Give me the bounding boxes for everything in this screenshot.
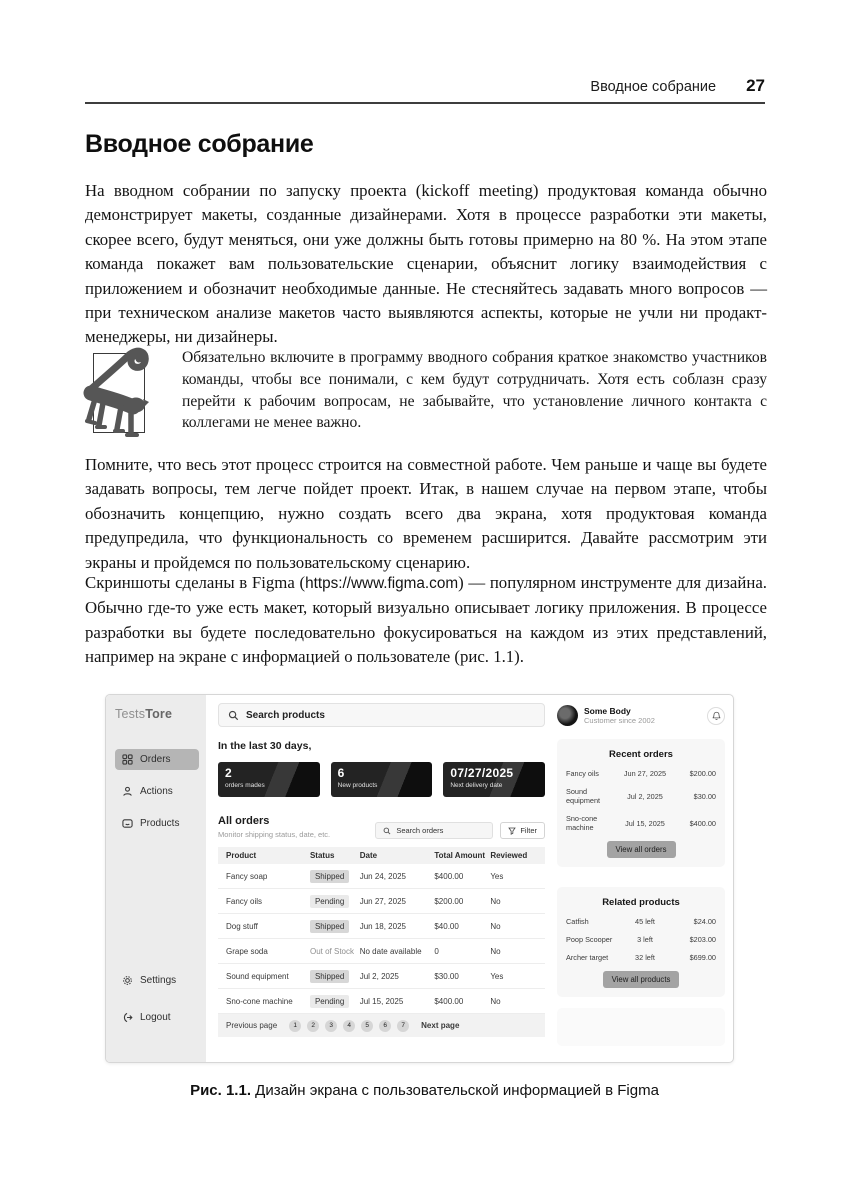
status-badge: Pending (310, 995, 349, 1008)
cell-date: Jul 2, 2025 (359, 971, 399, 981)
app-logo-bold: Tore (145, 707, 173, 721)
bell-icon (712, 711, 721, 721)
search-orders-placeholder: Search orders (396, 826, 444, 835)
logout-icon (122, 1012, 133, 1023)
filter-button[interactable] (500, 822, 545, 839)
sidebar-item-label: Actions (140, 786, 173, 797)
page-button-4[interactable]: 4 (343, 1020, 355, 1032)
avatar[interactable] (557, 705, 578, 726)
table-row[interactable] (218, 914, 545, 939)
related-product-row (566, 935, 716, 944)
related-stock: 32 left (635, 953, 655, 962)
cell-amount: 0 (434, 946, 439, 956)
table-row[interactable] (218, 939, 545, 964)
app-logo-light: Tests (115, 707, 146, 721)
stat-value: 6 (337, 766, 345, 780)
page-button-6[interactable]: 6 (379, 1020, 391, 1032)
recent-amount: $200.00 (689, 769, 716, 778)
paragraph-3-after: ) — популярном инструменте для дизайна. Обычно где-то уже есть макет, который визуально описывает логику приложения. В процессе разработки вы будете последовательно фокусироваться на каждом из этих представлений, например на экране с информацией о пользователе (рис. 1.1). (85, 573, 767, 667)
cell-reviewed: No (490, 946, 501, 956)
next-page-button[interactable]: Next page (421, 1021, 460, 1030)
sidebar-item-actions[interactable] (115, 781, 199, 802)
note-text: Обязательно включите в программу вводного собрания краткое знакомство участников команды, чтобы все понимали, с кем будут сотрудничать. Хотя есть соблазн сразу перейти к рабочим вопросам, не забывайте, что установление личного контакта с коллегами не менее важно. (182, 349, 767, 432)
status-badge: Shipped (310, 870, 349, 883)
profile-name: Some Body (584, 705, 631, 716)
paragraph-3-before: Скриншоты сделаны в Figma ( (85, 573, 306, 592)
app-logo (115, 707, 199, 721)
previous-page-button[interactable]: Previous page (226, 1021, 278, 1030)
stat-label: orders mades (225, 782, 265, 789)
recent-orders-title: Recent orders (609, 749, 673, 760)
search-orders-input[interactable] (375, 822, 493, 839)
status-badge: Shipped (310, 970, 349, 983)
related-product: Poop Scooper (566, 935, 613, 944)
related-price: $24.00 (693, 917, 716, 926)
page-button-5[interactable]: 5 (361, 1020, 373, 1032)
recent-product: Fancy oils (566, 769, 599, 778)
note-block (85, 347, 767, 434)
col-reviewed: Reviewed (490, 851, 528, 860)
related-product: Archer target (566, 953, 609, 962)
profile-subtitle: Customer since 2002 (584, 716, 655, 726)
cell-date: Jul 15, 2025 (359, 996, 404, 1006)
table-row[interactable] (218, 864, 545, 889)
filter-label: Filter (520, 826, 537, 835)
cell-product: Sound equipment (226, 971, 289, 981)
cell-date: Jun 24, 2025 (359, 871, 406, 881)
stat-label: New products (337, 782, 378, 789)
header-rule (85, 102, 765, 104)
period-heading: In the last 30 days, (218, 740, 312, 752)
orders-table (218, 847, 545, 1037)
running-header-section: Вводное собрание (590, 79, 717, 95)
empty-panel (557, 1008, 725, 1046)
related-product: Catfish (566, 917, 589, 926)
sidebar-item-label: Orders (140, 754, 171, 765)
figure-main (206, 695, 733, 1062)
table-row[interactable] (218, 964, 545, 989)
search-icon (383, 827, 391, 835)
cell-amount: $40.00 (434, 921, 459, 931)
page-number: 27 (746, 76, 765, 95)
recent-order-row (566, 769, 716, 778)
page-button-2[interactable]: 2 (307, 1020, 319, 1032)
page-button-1[interactable]: 1 (289, 1020, 301, 1032)
col-total-amount: Total Amount (434, 851, 485, 860)
sidebar-item-label: Settings (140, 975, 177, 986)
recent-product: Sound equipment (566, 787, 601, 805)
cell-product: Fancy oils (226, 896, 263, 906)
cell-date: Jun 27, 2025 (359, 896, 406, 906)
page-button-7[interactable]: 7 (397, 1020, 409, 1032)
gear-icon (122, 975, 133, 986)
search-products-placeholder: Search products (246, 709, 325, 721)
figure-caption-label: Рис. 1.1. (190, 1082, 251, 1099)
stat-cards (218, 762, 545, 797)
sidebar-item-label: Products (140, 818, 180, 829)
related-products-title: Related products (602, 897, 680, 908)
recent-date: Jun 27, 2025 (623, 769, 667, 778)
related-price: $203.00 (689, 935, 716, 944)
recent-date: Jul 15, 2025 (625, 818, 665, 828)
sidebar-item-products[interactable] (115, 813, 199, 834)
pagination (218, 1014, 545, 1037)
note-icon-box (85, 347, 182, 434)
stat-card-orders-made (218, 762, 320, 797)
related-product-row (566, 917, 716, 926)
cell-amount: $200.00 (434, 896, 464, 906)
related-products-panel (557, 887, 725, 997)
status-badge: Pending (310, 895, 349, 908)
status-text: Out of Stock (309, 946, 354, 956)
related-product-row (566, 953, 716, 962)
person-icon (122, 786, 133, 797)
stat-value: 07/27/2025 (450, 766, 514, 780)
cell-date: Jun 18, 2025 (359, 921, 406, 931)
sidebar-item-logout[interactable] (115, 1007, 199, 1028)
paragraph-2: Помните, что весь этот процесс строится на совместной работе. Чем раньше и чаще вы будете задавать вопросы, тем легче пойдет проект. Итак, в нашем случае на первом этапе, чтобы обозначить концепцию, нужно создать всего два экрана, хотя продуктовая команда предупредила, что функциональность со временем расширится. Давайте рассмотрим эти экраны и пройдемся по пользовательскому сценарию. (85, 455, 767, 572)
col-date: Date (359, 851, 378, 860)
profile-area (557, 705, 725, 726)
cell-product: Grape soda (226, 946, 268, 956)
stat-label: Next delivery date (450, 782, 503, 789)
recent-orders-panel (557, 739, 725, 867)
view-all-products-button[interactable]: View all products (603, 971, 680, 988)
section-title: Вводное собрание (85, 130, 314, 158)
paragraph-3 (85, 571, 767, 670)
cell-product: Sno-cone machine (226, 996, 293, 1006)
table-row[interactable] (218, 889, 545, 914)
cell-product: Fancy soap (226, 871, 268, 881)
package-icon (122, 818, 133, 829)
related-stock: 3 left (637, 935, 653, 944)
figure-caption (0, 1082, 849, 1099)
orders-table-header (218, 847, 545, 864)
cell-reviewed: No (490, 996, 501, 1006)
cell-reviewed: No (490, 896, 501, 906)
view-all-orders-button[interactable]: View all orders (607, 841, 676, 858)
cell-date: No date available (359, 946, 422, 956)
running-header (85, 76, 765, 96)
sidebar-item-settings[interactable] (115, 970, 199, 991)
cell-reviewed: No (490, 921, 501, 931)
figma-url-link[interactable]: https://www.figma.com (305, 575, 459, 592)
cell-product: Dog stuff (226, 921, 258, 931)
lemur-icon (81, 341, 153, 447)
paragraph-1: На вводном собрании по запуску проекта (kickoff meeting) продуктовая команда обычно демонстрирует макеты, созданные дизайнерами. Хотя в процессе разработки эти макеты, скорее всего, будут меняться, они уже должны быть готовы примерно на 80 %. На этом этапе команда покажет вам пользовательские сценарии, объяснит логику взаимодействия с приложением и обозначит необходимые данные. Не стесняйтесь задавать много вопросов — при техническом анализе макетов часто выявляются аспекты, которые не учли ни продакт-менеджеры, ни дизайнеры. (85, 181, 767, 347)
sidebar-item-orders[interactable] (115, 749, 199, 770)
stat-value: 2 (225, 766, 232, 780)
page-button-3[interactable]: 3 (325, 1020, 337, 1032)
figure-figma-screenshot (105, 694, 734, 1063)
sidebar-item-label: Logout (140, 1012, 171, 1023)
figure-sidebar (106, 695, 206, 1062)
filter-icon (508, 827, 516, 835)
cell-reviewed: Yes (490, 971, 504, 981)
related-price: $699.00 (689, 953, 716, 962)
cell-reviewed: Yes (490, 871, 504, 881)
grid-icon (122, 754, 133, 765)
all-orders-subtitle: Monitor shipping status, date, etc. (218, 830, 331, 839)
stat-card-next-delivery (443, 762, 545, 797)
table-row[interactable] (218, 989, 545, 1014)
notifications-button[interactable] (707, 707, 725, 725)
col-status: Status (309, 851, 335, 860)
search-icon (228, 710, 239, 721)
status-badge: Shipped (310, 920, 349, 933)
recent-product: Sno-cone machine (566, 814, 598, 832)
cell-amount: $400.00 (434, 871, 464, 881)
cell-amount: $400.00 (434, 996, 464, 1006)
cell-amount: $30.00 (434, 971, 459, 981)
related-stock: 45 left (635, 917, 655, 926)
recent-amount: $400.00 (689, 818, 716, 828)
search-products-input[interactable] (218, 703, 545, 727)
recent-date: Jul 2, 2025 (627, 791, 663, 801)
col-product: Product (226, 851, 257, 860)
figure-caption-text: Дизайн экрана с пользовательской информацией в Figma (255, 1082, 659, 1099)
recent-order-row (566, 787, 716, 805)
stat-card-new-products (331, 762, 433, 797)
recent-amount: $30.00 (693, 791, 716, 801)
all-orders-title: All orders (218, 815, 270, 827)
recent-order-row (566, 814, 716, 832)
